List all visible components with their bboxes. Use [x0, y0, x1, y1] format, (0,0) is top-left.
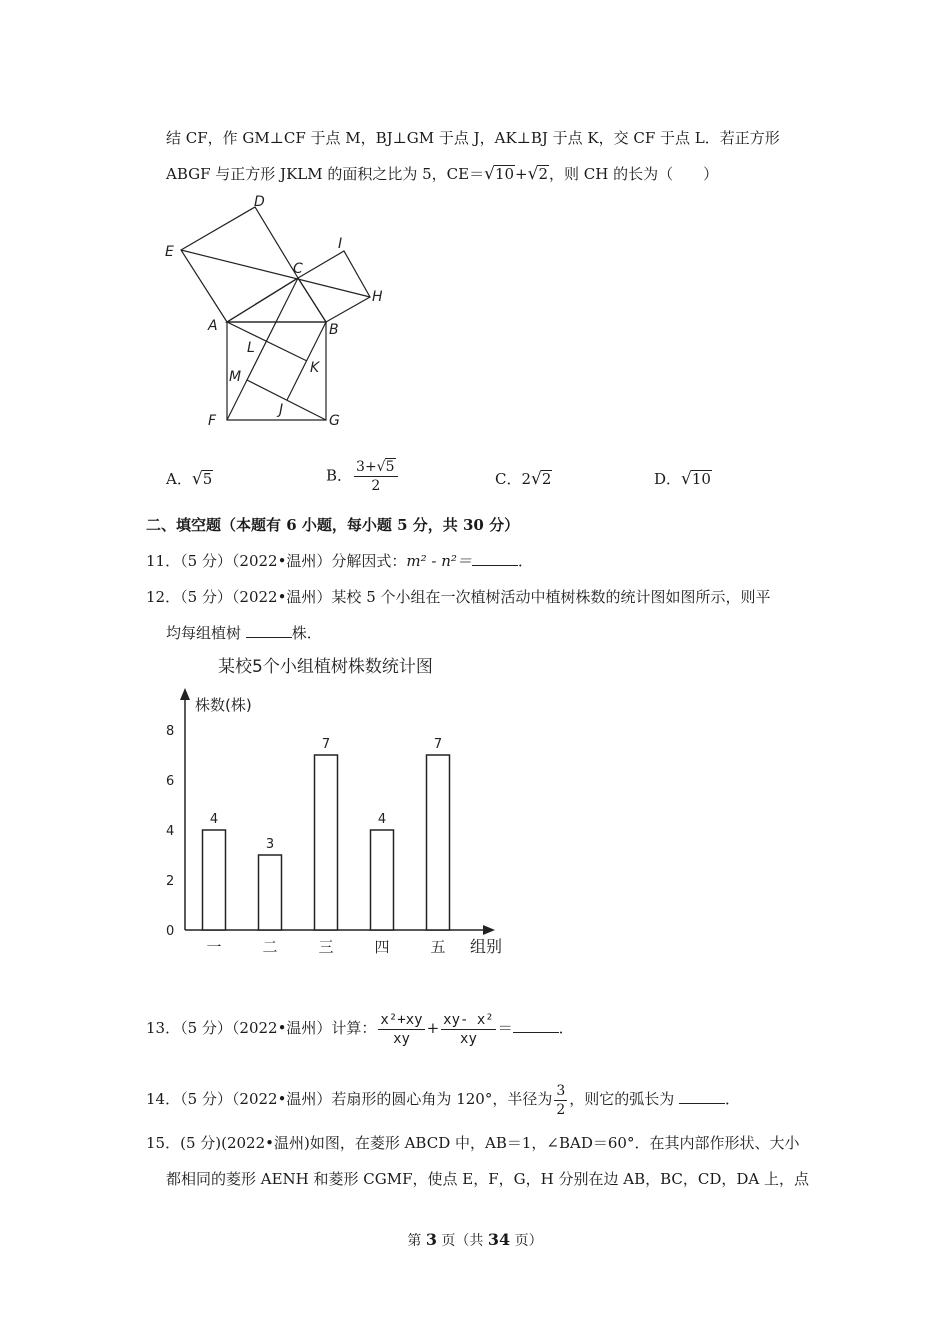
bar-1: [203, 830, 226, 930]
segment-EH: [181, 250, 370, 297]
q12-line2-text: 均每组植树: [166, 624, 246, 642]
bar-value-label: 7: [433, 737, 443, 752]
section-2-heading: 二、填空题（本题有 6 小题，每小题 5 分，共 30 分）: [146, 516, 520, 534]
q14-frac-den: 2: [556, 1101, 566, 1118]
option-b-label: B．: [326, 466, 353, 485]
q10-line1: 结 CF，作 GM⊥CF 于点 M，BJ⊥GM 于点 J，AK⊥BJ 于点 K，交 CF 于点 L．若正方形: [166, 129, 780, 147]
label-J: J: [279, 402, 284, 418]
q10-plus: +: [515, 165, 528, 183]
x-tick-label: 五: [430, 938, 446, 956]
q12-line1: 12．（5 分）（2022•温州）某校 5 个小组在一次植树活动中植树株数的统计图如图所示，则平: [146, 588, 771, 606]
q13-f1-den: xy: [393, 1030, 410, 1047]
option-c-coef: 2: [521, 470, 532, 488]
q10-sqrt2: 2: [538, 165, 549, 183]
bar-5: [427, 755, 450, 930]
bar-value-label: 7: [321, 737, 331, 752]
chart-ylabel: 株数(株): [195, 696, 252, 714]
q13-eq: ＝: [497, 1019, 513, 1037]
option-c-value: 2: [541, 470, 552, 488]
y-tick-label: 8: [166, 724, 175, 739]
option-c-label: C．: [495, 470, 522, 488]
q14-suffix: ，则它的弧长为: [569, 1090, 680, 1108]
q10-line2-end: ，则 CH 的长为（ ）: [549, 165, 719, 183]
option-d-label: D．: [654, 470, 682, 488]
footer-page-number: 3: [425, 1230, 437, 1249]
q14-blank[interactable]: [679, 1089, 725, 1104]
x-tick-label: 一: [206, 938, 222, 956]
option-d[interactable]: D．√10: [654, 469, 711, 489]
label-B: B: [329, 322, 339, 338]
x-tick-label: 三: [318, 938, 334, 956]
label-L: L: [247, 340, 255, 356]
y-axis-arrow: [180, 688, 190, 700]
q11-suffix: ．: [517, 552, 533, 570]
label-M: M: [229, 369, 242, 385]
chart-title: 某校5个小组植树株数统计图: [218, 657, 433, 677]
q13-fraction-1: [378, 1011, 424, 1048]
option-a[interactable]: A．√5: [166, 469, 213, 489]
q12-blank[interactable]: [246, 623, 292, 638]
x-tick-label: 二: [262, 938, 278, 956]
q13-f1-num: x²+xy: [380, 1011, 423, 1028]
label-F: F: [208, 413, 217, 429]
option-b-den: 2: [371, 478, 381, 494]
chart-xlabel: 组别: [470, 937, 503, 956]
q13-f2-den: xy: [460, 1030, 477, 1047]
q14-end: ．: [725, 1090, 741, 1108]
q14-prefix: 14．（5 分）（2022•温州）若扇形的圆心角为 120°，半径为: [146, 1090, 553, 1108]
bar-value-label: 3: [265, 837, 275, 852]
q12-line2: [166, 623, 322, 643]
segment-GM: [247, 380, 326, 420]
q14-frac-num: 3: [556, 1082, 566, 1099]
footer-pre: 第: [407, 1233, 426, 1249]
label-C: C: [293, 261, 303, 277]
q10-line2-text: ABGF 与正方形 JKLM 的面积之比为 5，CE＝: [166, 165, 485, 183]
square-BCIH: [298, 251, 370, 322]
y-tick-label: 0: [166, 924, 175, 939]
option-a-value: 5: [202, 470, 213, 488]
q13-plus: +: [426, 1019, 440, 1037]
footer-total-pages: 34: [487, 1230, 511, 1249]
q13-suffix: ．: [558, 1019, 574, 1037]
q13-f2-num: xy- x²: [443, 1011, 494, 1028]
label-D: D: [254, 194, 265, 210]
x-axis-arrow: [483, 925, 495, 935]
footer-post: 页）: [510, 1233, 543, 1249]
bar-2: [259, 855, 282, 930]
geometry-figure: [160, 190, 400, 440]
bar-value-label: 4: [377, 812, 387, 827]
option-b[interactable]: [326, 458, 400, 495]
option-b-fraction: $\frac{3+√5}{2}$: [354, 458, 397, 495]
q15-line2: 都相同的菱形 AENH 和菱形 CGMF，使点 E，F，G，H 分别在边 AB，BC，CD，DA 上，点: [166, 1170, 810, 1188]
q13-blank[interactable]: [513, 1018, 559, 1033]
q11-prefix: 11．（5 分）（2022•温州）分解因式：: [146, 552, 407, 570]
option-d-value: 10: [691, 470, 711, 488]
label-G: G: [329, 413, 340, 429]
bar-value-label: 4: [209, 812, 219, 827]
bar-4: [371, 830, 394, 930]
option-b-num: 3+: [356, 459, 377, 475]
label-E: E: [165, 244, 174, 260]
q13-prefix: 13．（5 分）（2022•温州）计算：: [146, 1019, 377, 1037]
footer-mid: 页（共: [436, 1233, 488, 1249]
q15-line1: 15．(5 分)(2022•温州)如图，在菱形 ABCD 中，AB＝1，∠BAD＝60°．在其内部作形状、大小: [146, 1134, 800, 1152]
q10-line2: ABGF 与正方形 JKLM 的面积之比为 5，CE＝√10+√2，则 CH 的长为（ ）: [166, 164, 719, 184]
q14-fraction: [554, 1082, 567, 1119]
q13: [146, 1005, 574, 1051]
q12-line2-end: 株．: [291, 624, 322, 642]
y-tick-label: 4: [166, 824, 175, 839]
option-c[interactable]: C．2√2: [495, 469, 552, 489]
q11-expr: m² - n²＝: [406, 552, 472, 570]
triangle-ABC: [227, 278, 326, 322]
bar-chart: [150, 650, 520, 960]
label-I: I: [338, 236, 343, 252]
y-tick-label: 2: [166, 874, 175, 889]
bar-3: [315, 755, 338, 930]
option-b-sqrt: 5: [385, 459, 395, 475]
label-H: H: [372, 289, 383, 305]
q11: [146, 551, 533, 571]
x-tick-label: 四: [374, 938, 390, 956]
label-K: K: [310, 360, 320, 376]
y-tick-label: 6: [166, 774, 175, 789]
q13-fraction-2: [441, 1011, 496, 1048]
option-a-label: A．: [166, 470, 192, 488]
label-A: A: [208, 318, 218, 334]
q14: [146, 1077, 740, 1121]
page-footer: [0, 1230, 950, 1250]
q10-sqrt10: 10: [494, 165, 515, 183]
q11-blank[interactable]: [472, 551, 518, 566]
segment-AK: [227, 322, 307, 361]
